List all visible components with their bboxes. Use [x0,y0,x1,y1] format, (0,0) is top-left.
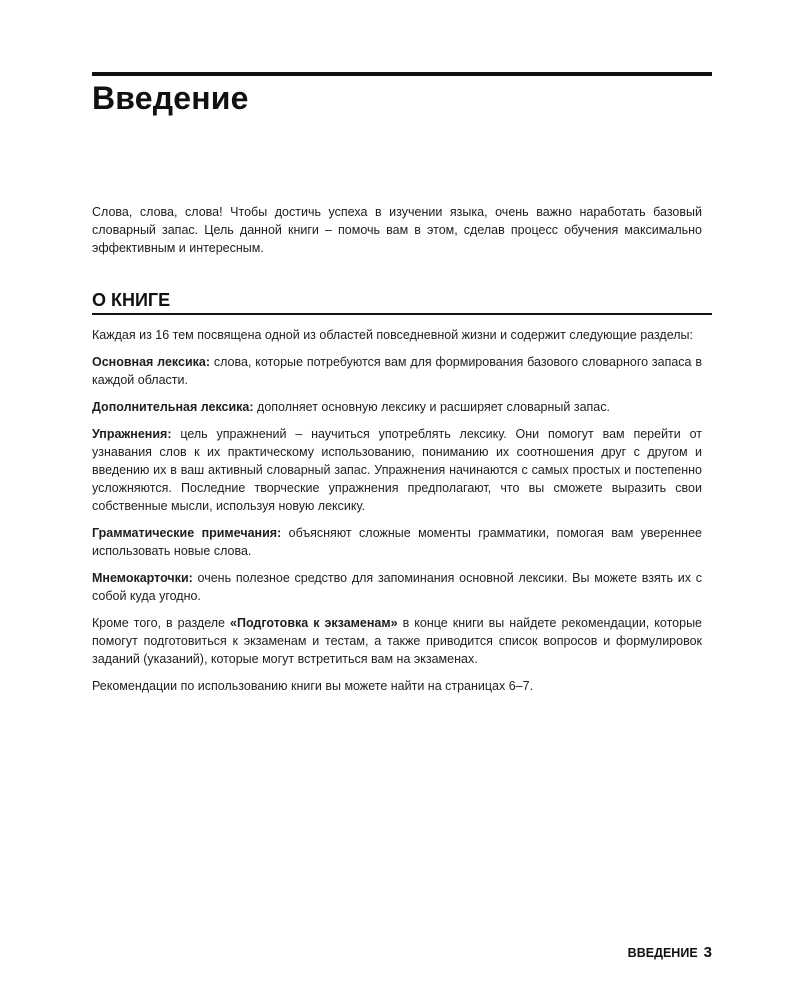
item-flashcards [92,569,702,605]
intro-paragraph: Слова, слова, слова! Чтобы достичь успеха в изучении языка, очень важно наработать базовый словарный запас. Цель данной книги – помочь вам в этом, сделав процесс обучения максимально эффективным и интересным. [92,205,702,255]
section-heading: О КНИГЕ [92,290,712,315]
exam-note-before: Кроме того, в разделе [92,616,231,630]
item-text: слова, которые потребуются вам для формирования базового словарного запаса в каждой области. [92,355,702,387]
item-additional-vocabulary [92,398,702,416]
exam-section-reference: «Подготовка к экзаменам» [230,616,398,630]
item-basic-vocabulary [92,353,702,389]
section-body [92,326,702,704]
item-exercises [92,425,702,515]
item-text: дополняет основную лексику и расширяет словарный запас. [253,400,610,414]
item-text: цель упражнений – научиться употреблять лексику. Они помогут вам перейти от узнавания слов к их практическому использованию, пониманию их соотношения друг с другом и введению их в ваш активный словарный запас. Упражнения начинаются с самых простых и постепенно усложняются. Последние творческие упражнения предполагают, что вы сможете выразить свои собственные мысли, используя новую лексику. [92,427,702,513]
exam-note-paragraph [92,614,702,668]
chapter-title: Введение [92,80,249,116]
running-head: ВВЕДЕНИЕ [627,946,698,960]
item-label: Грамматические примечания: [92,526,282,540]
item-label: Основная лексика: [92,355,211,369]
section-lead: Каждая из 16 тем посвящена одной из областей повседневной жизни и содержит следующие разделы: [92,328,693,342]
item-grammar-notes [92,524,702,560]
item-label: Мнемокарточки: [92,571,193,585]
top-rule [92,72,712,76]
item-text: объясняют сложные моменты грамматики, помогая вам увереннее использовать новые слова. [92,526,702,558]
closing-paragraph: Рекомендации по использованию книги вы можете найти на страницах 6–7. [92,679,534,693]
item-label: Дополнительная лексика: [92,400,254,414]
item-label: Упражнения: [92,427,172,441]
exam-note-after: в конце книги вы найдете рекомендации, которые помогут подготовиться к экзаменам и тестам, а также приводится список вопросов и формулировок заданий (указаний), которые могут встретиться вам на экзаменах. [92,616,703,666]
page-footer [628,944,712,961]
page-number: 3 [703,944,712,961]
item-text: очень полезное средство для запоминания основной лексики. Вы можете взять их с собой куда угодно. [92,571,702,603]
